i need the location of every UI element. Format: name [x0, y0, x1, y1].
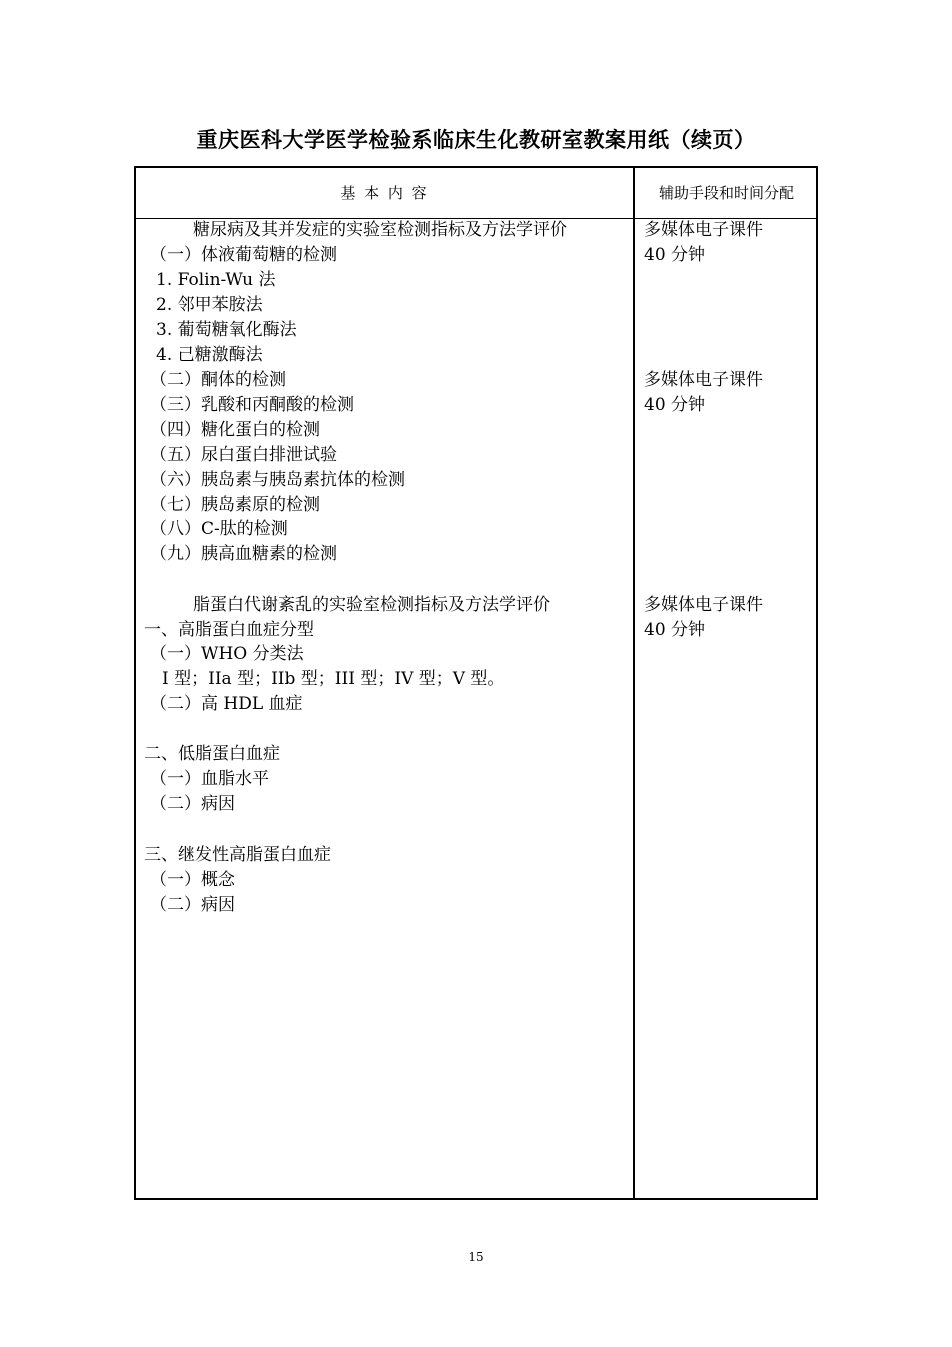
column-divider — [633, 168, 635, 1198]
content-line: 4. 己糖激酶法 — [156, 345, 263, 365]
content-line: （八）C-肽的检测 — [150, 519, 288, 539]
content-line: 2. 邻甲苯胺法 — [156, 295, 263, 315]
content-line: （九）胰高血糖素的检测 — [150, 544, 337, 564]
content-line: （二）高 HDL 血症 — [150, 694, 303, 714]
content-line: （三）乳酸和丙酮酸的检测 — [150, 395, 354, 415]
aid-method: 多媒体电子课件 — [644, 220, 763, 240]
content-line: 1. Folin-Wu 法 — [156, 270, 276, 290]
content-line: （四）糖化蛋白的检测 — [150, 420, 320, 440]
content-line: （六）胰岛素与胰岛素抗体的检测 — [150, 470, 405, 490]
page-title: 重庆医科大学医学检验系临床生化教研室教案用纸（续页） — [196, 128, 756, 152]
content-line: 一、高脂蛋白血症分型 — [144, 620, 314, 640]
aid-time: 40 分钟 — [644, 620, 706, 640]
content-line: （七）胰岛素原的检测 — [150, 495, 320, 515]
content-line: （一）概念 — [150, 870, 235, 890]
content-line: 二、低脂蛋白血症 — [144, 744, 280, 764]
content-line: （一）血脂水平 — [150, 769, 269, 789]
content-line: （一）WHO 分类法 — [150, 644, 304, 664]
content-line: （一）体液葡萄糖的检测 — [150, 245, 337, 265]
header-basic-content: 基 本 内 容 — [340, 184, 429, 202]
aid-method: 多媒体电子课件 — [644, 595, 763, 615]
aid-time: 40 分钟 — [644, 245, 706, 265]
content-line: （二）病因 — [150, 895, 235, 915]
lesson-plan-table — [134, 166, 818, 1200]
content-line: （五）尿白蛋白排泄试验 — [150, 445, 337, 465]
section-heading-diabetes: 糖尿病及其并发症的实验室检测指标及方法学评价 — [193, 220, 567, 240]
content-line: 三、继发性高脂蛋白血症 — [144, 845, 331, 865]
header-aids-time: 辅助手段和时间分配 — [658, 184, 794, 202]
content-line: （二）病因 — [150, 794, 235, 814]
content-line: （二）酮体的检测 — [150, 370, 286, 390]
page-number: 15 — [468, 1250, 484, 1264]
aid-method: 多媒体电子课件 — [644, 370, 763, 390]
content-line: 3. 葡萄糖氧化酶法 — [156, 320, 297, 340]
content-line: I 型；IIa 型；IIb 型；III 型；IV 型；V 型。 — [162, 669, 505, 689]
aid-time: 40 分钟 — [644, 395, 706, 415]
section-heading-lipoprotein: 脂蛋白代谢紊乱的实验室检测指标及方法学评价 — [193, 595, 550, 615]
